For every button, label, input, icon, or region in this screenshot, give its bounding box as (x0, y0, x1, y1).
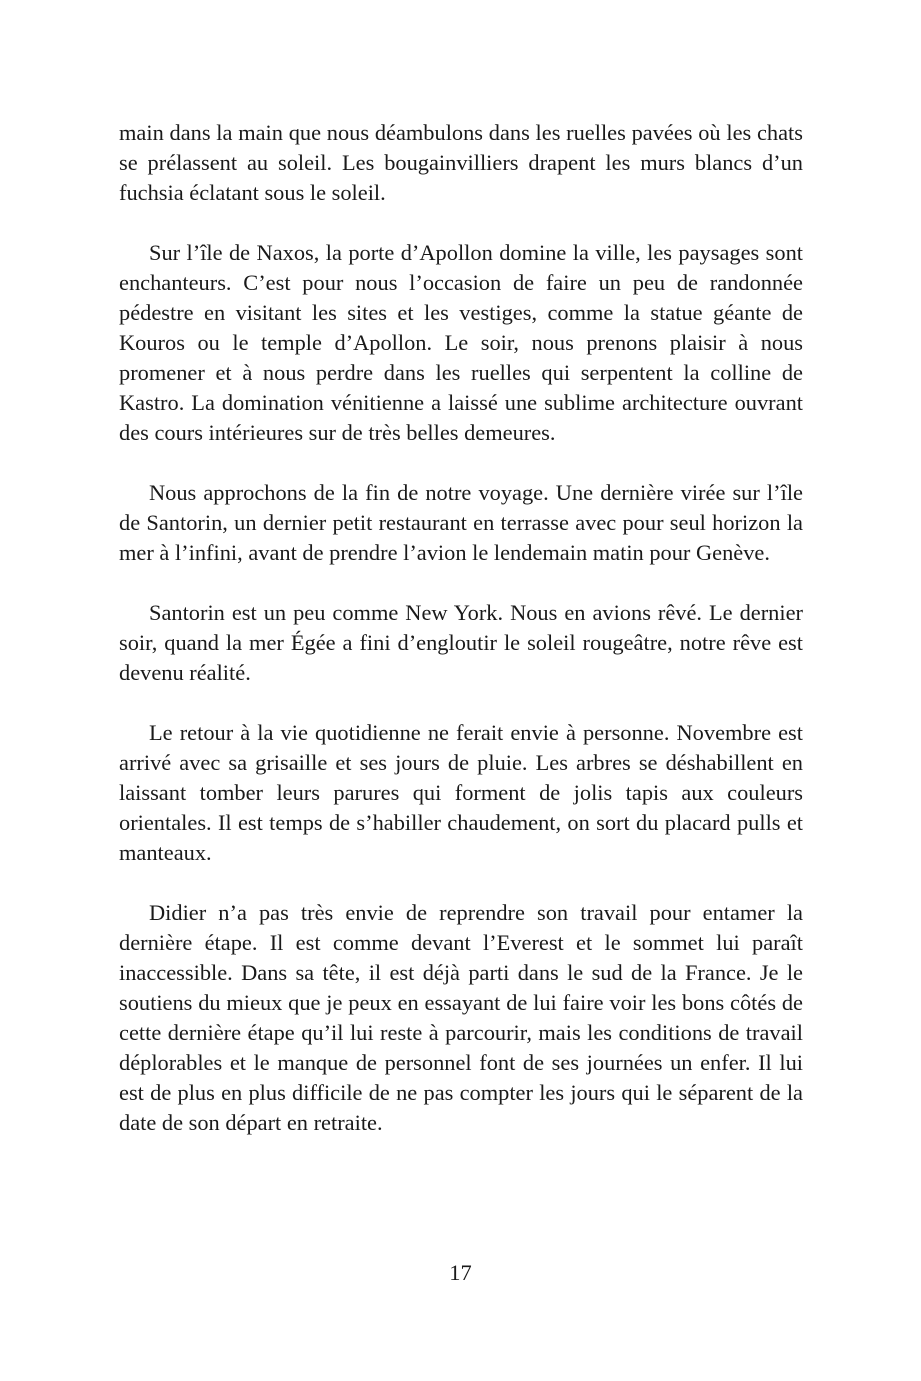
body-text (119, 118, 803, 1168)
paragraph-return: Le retour à la vie quotidienne ne ferait envie à personne. Novembre est arrivé avec sa grisaille et ses jours de pluie. Les arbres se déshabillent en laissant tomber leurs parures qui forment de jolis tapis aux couleurs orientales. Il est temps de s’habiller chaudement, on sort du placard pulls et manteaux. (119, 720, 803, 865)
paragraph-end-of-trip: Nous approchons de la fin de notre voyage. Une dernière virée sur l’île de Santorin, un dernier petit restaurant en terrasse avec pour seul horizon la mer à l’infini, avant de prendre l’avion le lendemain matin pour Genève. (119, 480, 803, 565)
paragraph-didier: Didier n’a pas très envie de reprendre son travail pour entamer la dernière étape. Il est comme devant l’Everest et le sommet lui paraît inaccessible. Dans sa tête, il est déjà parti dans le sud de la France. Je le soutiens du mieux que je peux en essayant de lui faire voir les bons côtés de cette dernière étape qu’il lui reste à parcourir, mais les conditions de travail déplorables et le manque de personnel font de ses journées un enfer. Il lui est de plus en plus difficile de ne pas compter les jours qui le séparent de la date de son départ en retraite. (119, 900, 803, 1135)
paragraph-continuation: main dans la main que nous déambulons dans les ruelles pavées où les chats se prélassent au soleil. Les bougainvilliers drapent les murs blancs d’un fuchsia éclatant sous le soleil. (119, 120, 803, 205)
page-number: 17 (449, 1260, 472, 1285)
paragraph-santorin: Santorin est un peu comme New York. Nous en avions rêvé. Le dernier soir, quand la mer Égée a fini d’engloutir le soleil rougeâtre, notre rêve est devenu réalité. (119, 600, 803, 685)
paragraph-naxos: Sur l’île de Naxos, la porte d’Apollon domine la ville, les paysages sont enchanteurs. C’est pour nous l’occasion de faire un peu de randonnée pédestre en visitant les sites et les vestiges, comme la statue géante de Kouros ou le temple d’Apollon. Le soir, nous prenons plaisir à nous promener et à nous perdre dans les ruelles qui serpentent la colline de Kastro. La domination vénitienne a laissé une sublime architecture ouvrant des cours intérieures sur de très belles demeures. (119, 240, 803, 445)
